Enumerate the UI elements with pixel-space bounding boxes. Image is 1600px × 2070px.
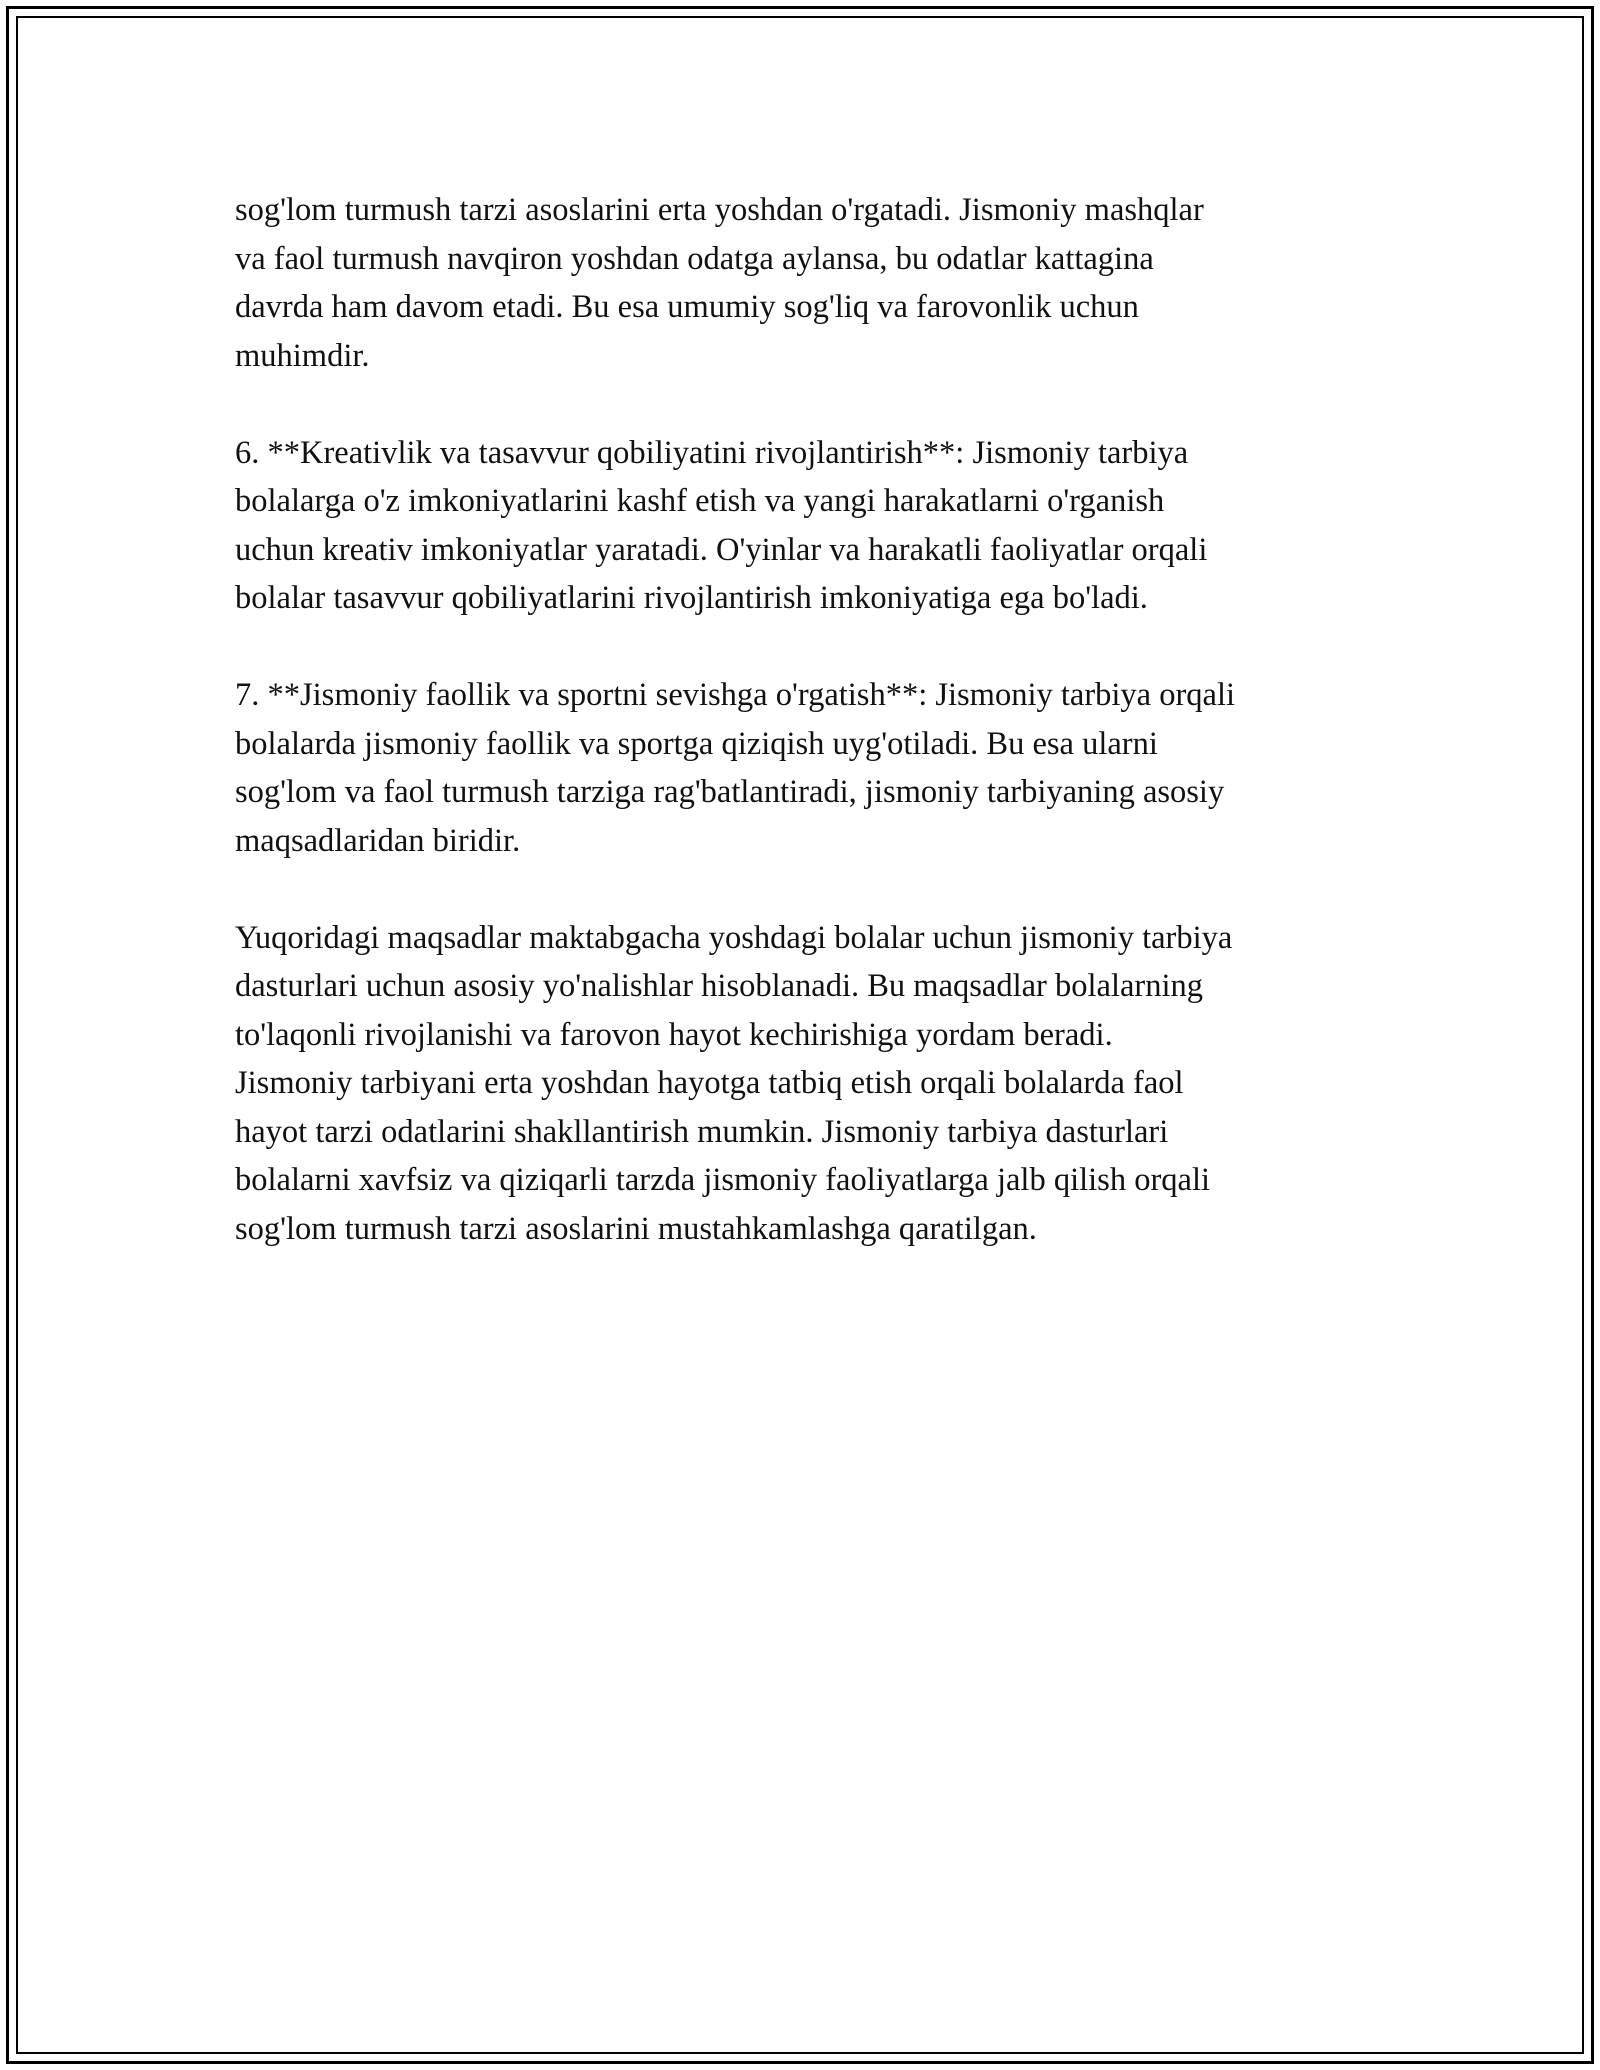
paragraph-item-7 [235, 671, 1375, 865]
text-line: sog'lom va faol turmush tarziga rag'batlantiradi, jismoniy tarbiyaning asosiy [235, 774, 1225, 810]
text-line: davrda ham davom etadi. Bu esa umumiy sog'liq va farovonlik uchun [235, 289, 1139, 325]
text-line: to'laqonli rivojlanishi va farovon hayot kechirishiga yordam beradi. [235, 1016, 1113, 1053]
text-line: maqsadlaridan biridir. [235, 822, 521, 859]
text-line: bolalarga o'z imkoniyatlarini kashf etish va yangi harakatlarni o'rganish [235, 483, 1165, 519]
document-body [235, 186, 1375, 1253]
text-line: 6. **Kreativlik va tasavvur qobiliyatini rivojlantirish**: Jismoniy tarbiya [235, 434, 1189, 471]
text-line: Yuqoridagi maqsadlar maktabgacha yoshdagi bolalar uchun jismoniy tarbiya [235, 919, 1233, 956]
text-line: Jismoniy tarbiyani erta yoshdan hayotga tatbiq etish orqali bolalarda faol [235, 1065, 1184, 1101]
paragraph-continuation [235, 186, 1375, 380]
text-line: dasturlari uchun asosiy yo'nalishlar hisoblanadi. Bu maqsadlar bolalarning [235, 968, 1204, 1004]
text-line: hayot tarzi odatlarini shakllantirish mumkin. Jismoniy tarbiya dasturlari [235, 1113, 1169, 1150]
text-line: muhimdir. [235, 337, 370, 374]
text-line: sog'lom turmush tarzi asoslarini erta yoshdan o'rgatadi. Jismoniy mashqlar [235, 192, 1204, 228]
text-line: uchun kreativ imkoniyatlar yaratadi. O'yinlar va harakatli faoliyatlar orqali [235, 531, 1208, 568]
text-line: sog'lom turmush tarzi asoslarini mustahkamlashga qaratilgan. [235, 1210, 1037, 1247]
paragraph-spacer [235, 380, 1375, 429]
text-line: 7. **Jismoniy faollik va sportni sevishga o'rgatish**: Jismoniy tarbiya orqali [235, 677, 1236, 713]
text-line: bolalarni xavfsiz va qiziqarli tarzda jismoniy faoliyatlarga jalb qilish orqali [235, 1162, 1210, 1198]
text-line: va faol turmush navqiron yoshdan odatga aylansa, bu odatlar kattagina [235, 240, 1154, 277]
paragraph-spacer [235, 623, 1375, 672]
paragraph-item-6 [235, 429, 1375, 623]
text-line: bolalar tasavvur qobiliyatlarini rivojlantirish imkoniyatiga ega bo'ladi. [235, 580, 1148, 616]
paragraph-spacer [235, 865, 1375, 914]
paragraph-conclusion [235, 914, 1375, 1254]
text-line: bolalarda jismoniy faollik va sportga qiziqish uyg'otiladi. Bu esa ularni [235, 725, 1158, 762]
